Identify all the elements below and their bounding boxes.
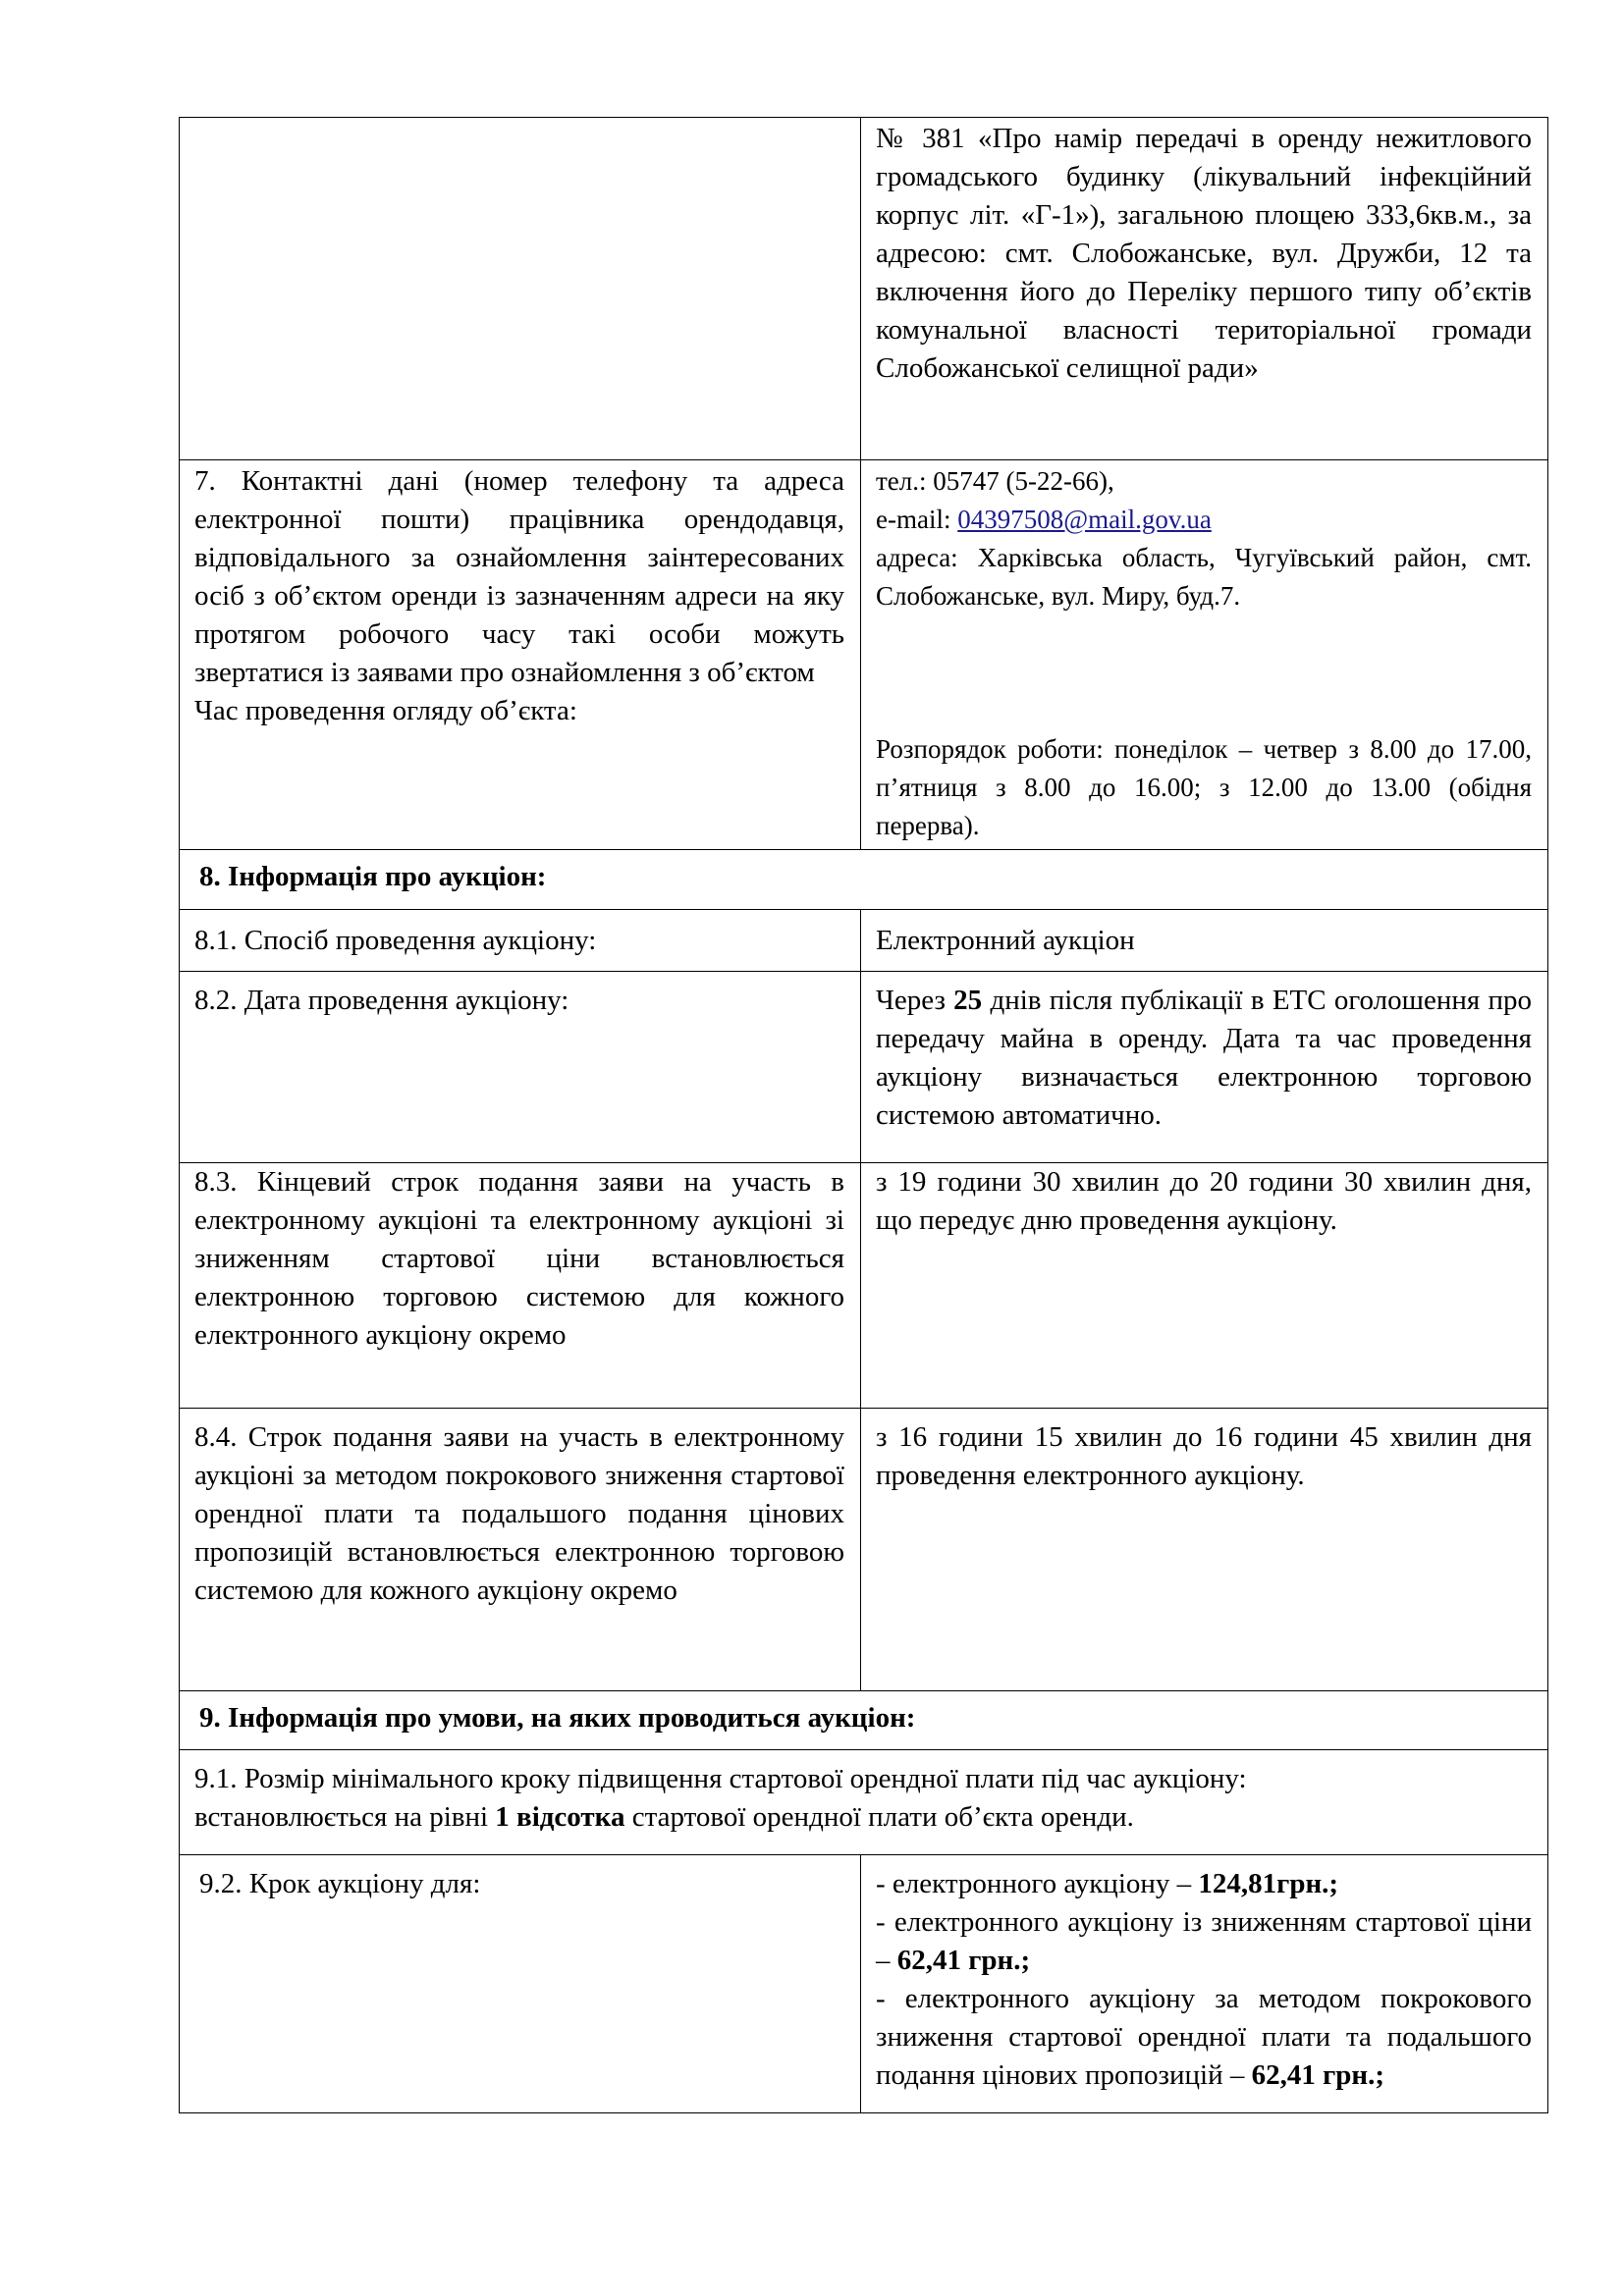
table-row: [180, 1163, 1548, 1409]
row-prev-left-cell: [180, 118, 861, 460]
table-row: [180, 460, 1548, 850]
table-row: [180, 850, 1548, 910]
table-row: [180, 1409, 1548, 1691]
work-schedule: Розпорядок роботи: понеділок – четвер з 8.00 до 17.00, п’ятниця з 8.00 до 16.00; з 12.00 до 13.00 (обідня перерва).: [876, 734, 1532, 840]
section-8-title: 8. Інформація про аукціон:: [180, 850, 1548, 910]
contact-phone: тел.: 05747 (5-22-66),: [876, 466, 1114, 496]
auction-step-item-2: - електронного аукціону із зниженням стартової ціни – 62,41 грн.;: [876, 1906, 1532, 1976]
email-link[interactable]: 04397508@mail.gov.ua: [957, 505, 1212, 534]
min-step-line1: 9.1. Розмір мінімального кроку підвищення стартової орендної плати під час аукціону:: [194, 1763, 1247, 1794]
auction-date-value-cell: [861, 972, 1548, 1163]
inspection-time-label: Час проведення огляду об’єкта:: [194, 695, 577, 726]
auction-method-label: 8.1. Спосіб проведення аукціону:: [180, 910, 861, 972]
stepdown-application-value: з 16 години 15 хвилин до 16 години 45 хвилин дня проведення електронного аукціону.: [861, 1409, 1548, 1691]
table-row: [180, 1691, 1548, 1750]
min-step-post: стартової орендної плати об’єкта оренди.: [624, 1801, 1134, 1833]
contact-label-cell: [180, 460, 861, 850]
auction-method-value: Електронний аукціон: [861, 910, 1548, 972]
decision-reference-text: № 381 «Про намір передачі в оренду нежитлового громадського будинку (лікувальний інфекційний корпус літ. «Г-1»), загальною площею 333,6кв.м., за адресою: смт. Слобожанське, вул. Дружби, 12 та включення його до Переліку першого типу об’єктів комунальної власності територіальної громади Слобожанської селищної ради»: [876, 123, 1532, 384]
table-row: [180, 1855, 1548, 2113]
table-row: [180, 118, 1548, 460]
step1-amount: 124,81грн.;: [1198, 1868, 1339, 1899]
auction-date-label: 8.2. Дата проведення аукціону:: [180, 972, 861, 1163]
auction-step-label: 9.2. Крок аукціону для:: [180, 1855, 861, 2113]
email-label: e-mail:: [876, 505, 958, 534]
stepdown-application-label: 8.4. Строк подання заяви на участь в електронному аукціоні за методом покрокового зниження стартової орендної плати та подальшого подання цінових пропозицій встановлюється електронною торговою системою для кожного аукціону окремо: [180, 1409, 861, 1691]
application-deadline-value: з 19 години 30 хвилин до 20 години 30 хвилин дня, що передує дню проведення аукціону.: [861, 1163, 1548, 1409]
contact-address: адреса: Харківська область, Чугуївський район, смт. Слобожанське, вул. Миру, буд.7.: [876, 543, 1532, 611]
auction-step-item-3: - електронного аукціону за методом покрокового зниження стартової орендної плати та подальшого подання цінових пропозицій – 62,41 грн.;: [876, 1983, 1532, 2091]
section-9-title: 9. Інформація про умови, на яких проводиться аукціон:: [180, 1691, 1548, 1750]
auction-date-post: днів після публікації в ЕТС оголошення про передачу майна в оренду. Дата та час проведення аукціону визначається електронною торговою системою автоматично.: [876, 985, 1532, 1131]
table-row: [180, 972, 1548, 1163]
table-row: [180, 1750, 1548, 1855]
min-step-pre: встановлюється на рівні: [194, 1801, 496, 1833]
auction-info-table: [179, 117, 1548, 2113]
min-step-cell: [180, 1750, 1548, 1855]
step3-amount: 62,41 грн.;: [1251, 2059, 1385, 2091]
auction-step-item-1: - електронного аукціону – 124,81грн.;: [876, 1868, 1339, 1899]
application-deadline-label: 8.3. Кінцевий строк подання заяви на участь в електронному аукціоні та електронному аукціоні зі зниженням стартової ціни встановлюється електронною торговою системою для кожного електронного аукціону окремо: [180, 1163, 861, 1409]
table-row: [180, 910, 1548, 972]
contact-value-cell: [861, 460, 1548, 850]
auction-date-pre: Через: [876, 985, 954, 1016]
contact-label: 7. Контактні дані (номер телефону та адреса електронної пошти) працівника орендодавця, відповідального за ознайомлення заінтересованих осіб з об’єктом оренди із зазначенням адреси на яку протягом робочого часу такі особи можуть звертатися із заявами про ознайомлення з об’єктом: [194, 465, 844, 688]
auction-step-values-cell: [861, 1855, 1548, 2113]
step2-amount: 62,41 грн.;: [896, 1945, 1031, 1976]
row-prev-right-cell: [861, 118, 1548, 460]
min-step-percent: 1 відсотка: [495, 1801, 625, 1833]
auction-date-days: 25: [953, 985, 983, 1016]
